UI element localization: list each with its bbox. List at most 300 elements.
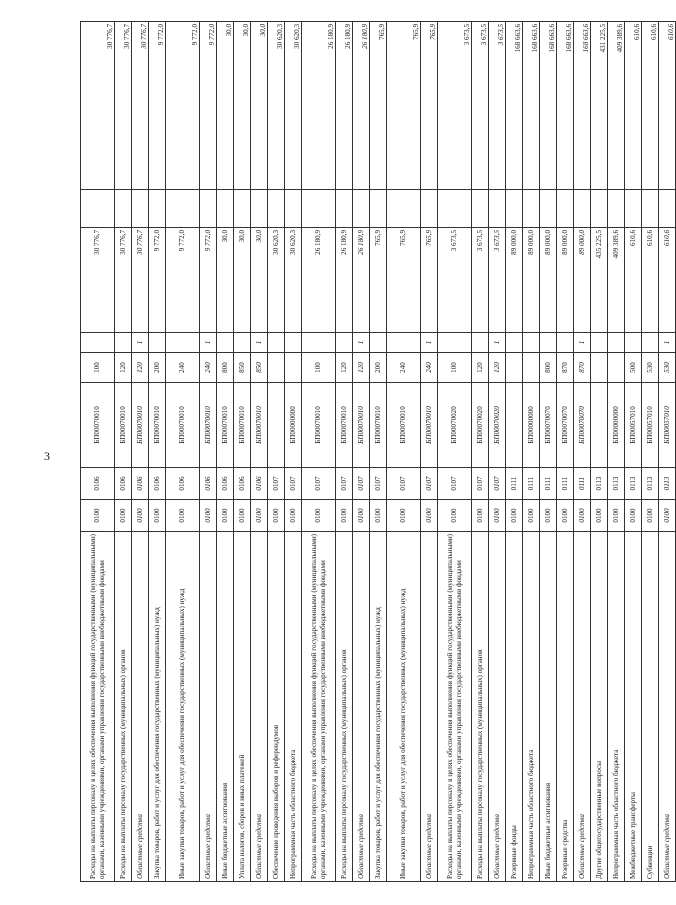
row-section-code: 0100 [353,500,370,532]
row-expense-type: 100 [438,353,472,383]
row-amount-1: 30 620,3 [268,228,285,333]
row-amount-2 [251,190,268,228]
row-expense-type: 530 [642,353,659,383]
row-target-article: БП00070070 [540,383,557,468]
row-amount-2 [81,190,115,228]
row-amount-3: 3 673,5 [472,22,489,190]
row-amount-2 [166,190,200,228]
table-row [659,22,676,882]
table-row [166,22,200,882]
row-amount-2 [659,190,676,228]
row-subsection-code: 0111 [523,468,540,500]
row-expense-type: 850 [234,353,251,383]
row-source-mark [523,333,540,353]
table-row [506,22,523,882]
row-name: Расходы на выплаты персоналу государственных (муниципальных) органов [115,532,132,882]
table-row [217,22,234,882]
row-amount-1: 30,0 [251,228,268,333]
row-amount-2 [370,190,387,228]
row-expense-type [523,353,540,383]
row-source-mark: 1 [251,333,268,353]
row-section-code: 0100 [523,500,540,532]
row-amount-3: 30 620,3 [268,22,285,190]
row-name: Резервные средства [557,532,574,882]
row-section-code: 0100 [166,500,200,532]
row-section-code: 0100 [574,500,591,532]
row-amount-2 [217,190,234,228]
row-amount-1: 9 772,0 [200,228,217,333]
row-amount-1: 3 673,5 [489,228,506,333]
row-subsection-code: 0106 [217,468,234,500]
row-amount-1: 3 673,5 [472,228,489,333]
row-expense-type [506,353,523,383]
table-row [489,22,506,882]
row-section-code: 0100 [421,500,438,532]
row-subsection-code: 0111 [506,468,523,500]
row-amount-3: 30,0 [217,22,234,190]
row-subsection-code: 0107 [268,468,285,500]
row-subsection-code: 0107 [472,468,489,500]
row-target-article: БП00057010 [642,383,659,468]
table-row [268,22,285,882]
row-target-article: БП00070010 [132,383,149,468]
row-source-mark: 1 [353,333,370,353]
row-expense-type: 530 [659,353,676,383]
row-source-mark [557,333,574,353]
rotated-page-content [80,22,675,882]
row-amount-2 [540,190,557,228]
row-section-code: 0100 [489,500,506,532]
row-expense-type: 870 [574,353,591,383]
row-expense-type: 240 [200,353,217,383]
row-amount-3: 3 673,5 [489,22,506,190]
row-target-article: БП00070010 [166,383,200,468]
budget-table-body [81,22,676,882]
row-amount-1: 30 776,7 [81,228,115,333]
row-target-article: БП00070010 [149,383,166,468]
row-source-mark: 1 [489,333,506,353]
table-row [285,22,302,882]
row-section-code: 0100 [268,500,285,532]
row-section-code: 0100 [217,500,234,532]
row-subsection-code: 0106 [251,468,268,500]
table-row [353,22,370,882]
table-row [370,22,387,882]
row-amount-2 [387,190,421,228]
row-amount-3: 30 776,7 [115,22,132,190]
row-section-code: 0100 [251,500,268,532]
row-subsection-code: 0113 [642,468,659,500]
table-row [336,22,353,882]
row-target-article: БП00070020 [472,383,489,468]
row-name: Областные средства [421,532,438,882]
table-row [472,22,489,882]
row-target-article: БП00070010 [336,383,353,468]
table-row [251,22,268,882]
row-amount-1: 765,9 [421,228,438,333]
row-amount-1: 89 000,0 [557,228,574,333]
row-name: Непрограммная часть областного бюджета [608,532,625,882]
row-amount-1: 89 000,0 [540,228,557,333]
row-subsection-code: 0107 [489,468,506,500]
row-name: Закупка товаров, работ и услуг для обеспечения государственных (муниципальных) нужд [370,532,387,882]
row-target-article: БП00070010 [251,383,268,468]
row-amount-3: 9 772,0 [200,22,217,190]
row-source-mark [234,333,251,353]
row-source-mark [642,333,659,353]
row-amount-3: 9 772,0 [149,22,166,190]
row-target-article: БП00070010 [217,383,234,468]
row-name: Расходы на выплаты персоналу государственных (муниципальных) органов [472,532,489,882]
row-amount-1: 26 180,9 [336,228,353,333]
table-row [81,22,115,882]
row-amount-2 [285,190,302,228]
table-row [523,22,540,882]
row-name: Расходы на выплаты персоналу в целях обеспечения выполнения функций государственными (муниципальными) органами, казенными учреждениями, органами управления государственными внебюджетными фондами [81,532,115,882]
row-source-mark [608,333,625,353]
row-source-mark [302,333,336,353]
row-target-article: БП00070020 [438,383,472,468]
row-target-article: БП00000000 [608,383,625,468]
row-amount-2 [489,190,506,228]
row-section-code: 0100 [387,500,421,532]
row-amount-3: 168 663,6 [523,22,540,190]
table-row [540,22,557,882]
row-amount-1: 610,6 [625,228,642,333]
table-row [132,22,149,882]
row-name: Областные средства [132,532,149,882]
row-amount-1: 89 000,0 [574,228,591,333]
row-expense-type: 100 [81,353,115,383]
row-expense-type: 120 [353,353,370,383]
row-section-code: 0100 [591,500,608,532]
row-section-code: 0100 [642,500,659,532]
row-target-article: БП00070010 [353,383,370,468]
row-subsection-code: 0113 [659,468,676,500]
row-amount-3: 168 663,6 [540,22,557,190]
row-amount-2 [574,190,591,228]
budget-table [80,21,676,882]
table-row [574,22,591,882]
row-target-article: БП00000000 [285,383,302,468]
row-amount-2 [421,190,438,228]
row-amount-1: 610,6 [642,228,659,333]
row-source-mark [540,333,557,353]
row-name: Иные закупки товаров, работ и услуг для обеспечения государственных (муниципальных) нужд [387,532,421,882]
row-amount-1: 26 180,9 [302,228,336,333]
row-source-mark [285,333,302,353]
row-expense-type: 870 [557,353,574,383]
row-source-mark [149,333,166,353]
row-amount-1: 89 000,0 [506,228,523,333]
row-expense-type: 120 [472,353,489,383]
row-name: Субвенции [642,532,659,882]
row-amount-1: 26 180,9 [353,228,370,333]
row-name: Областные средства [353,532,370,882]
row-name: Областные средства [659,532,676,882]
table-row [149,22,166,882]
row-target-article: БП00070010 [200,383,217,468]
row-section-code: 0100 [81,500,115,532]
row-name: Непрограммная часть областного бюджета [285,532,302,882]
row-subsection-code: 0111 [557,468,574,500]
row-target-article: БП00057010 [625,383,642,468]
row-section-code: 0100 [149,500,166,532]
table-row [234,22,251,882]
row-amount-3: 765,9 [387,22,421,190]
row-expense-type: 200 [370,353,387,383]
row-amount-3: 30,0 [251,22,268,190]
row-source-mark [115,333,132,353]
row-name: Иные бюджетные ассигнования [217,532,234,882]
row-subsection-code: 0106 [115,468,132,500]
row-section-code: 0100 [302,500,336,532]
row-amount-2 [200,190,217,228]
row-source-mark [591,333,608,353]
row-amount-2 [132,190,149,228]
row-target-article [268,383,285,468]
row-amount-2 [523,190,540,228]
row-amount-2 [472,190,489,228]
row-section-code: 0100 [506,500,523,532]
row-subsection-code: 0107 [421,468,438,500]
row-subsection-code: 0107 [370,468,387,500]
row-subsection-code: 0107 [336,468,353,500]
row-target-article: БП00070010 [387,383,421,468]
row-amount-3: 26 180,9 [336,22,353,190]
row-amount-2 [336,190,353,228]
row-amount-3: 168 663,6 [557,22,574,190]
row-amount-1: 89 000,0 [523,228,540,333]
row-expense-type [591,353,608,383]
row-expense-type: 500 [625,353,642,383]
row-amount-3: 610,6 [659,22,676,190]
row-target-article [591,383,608,468]
row-section-code: 0100 [659,500,676,532]
row-subsection-code: 0107 [353,468,370,500]
row-name: Расходы на выплаты персоналу в целях обеспечения выполнения функций государственными (муниципальными) органами, казенными учреждениями, органами управления государственными внебюджетными фондами [302,532,336,882]
row-subsection-code: 0111 [574,468,591,500]
row-expense-type: 240 [387,353,421,383]
table-row [421,22,438,882]
row-subsection-code: 0113 [625,468,642,500]
row-name: Областные средства [489,532,506,882]
row-amount-2 [302,190,336,228]
row-subsection-code: 0107 [285,468,302,500]
row-target-article: БП00070020 [489,383,506,468]
row-amount-1: 3 673,5 [438,228,472,333]
row-section-code: 0100 [625,500,642,532]
table-row [625,22,642,882]
row-source-mark [336,333,353,353]
row-subsection-code: 0106 [132,468,149,500]
row-source-mark [506,333,523,353]
row-expense-type [285,353,302,383]
row-name: Расходы на выплаты персоналу в целях обеспечения выполнения функций государственными (муниципальными) органами, казенными учреждениями, органами управления государственными внебюджетными фондами [438,532,472,882]
row-amount-3: 610,6 [625,22,642,190]
row-expense-type: 120 [132,353,149,383]
row-name: Непрограммная часть областного бюджета [523,532,540,882]
row-subsection-code: 0107 [438,468,472,500]
row-amount-2 [149,190,166,228]
row-name: Другие общегосударственные вопросы [591,532,608,882]
row-amount-1: 30,0 [217,228,234,333]
row-target-article: БП00070010 [81,383,115,468]
row-target-article: БП00070070 [557,383,574,468]
row-section-code: 0100 [336,500,353,532]
row-expense-type: 850 [251,353,268,383]
row-section-code: 0100 [200,500,217,532]
row-expense-type: 800 [540,353,557,383]
row-source-mark [268,333,285,353]
row-section-code: 0100 [557,500,574,532]
row-expense-type: 120 [115,353,132,383]
row-amount-1: 409 389,6 [608,228,625,333]
row-amount-2 [506,190,523,228]
row-amount-1: 30 776,7 [115,228,132,333]
row-expense-type: 200 [149,353,166,383]
row-amount-3: 3 673,5 [438,22,472,190]
row-target-article: БП00057010 [659,383,676,468]
row-subsection-code: 0106 [81,468,115,500]
row-target-article: БП00070010 [421,383,438,468]
row-name: Областные средства [251,532,268,882]
table-row [115,22,132,882]
table-row [438,22,472,882]
row-target-article [506,383,523,468]
row-target-article: БП00070010 [234,383,251,468]
row-target-article: БП00000000 [523,383,540,468]
table-row [591,22,608,882]
row-section-code: 0100 [540,500,557,532]
row-expense-type: 800 [217,353,234,383]
row-source-mark [166,333,200,353]
row-source-mark: 1 [574,333,591,353]
row-source-mark [438,333,472,353]
row-expense-type [268,353,285,383]
row-source-mark [472,333,489,353]
row-section-code: 0100 [132,500,149,532]
row-subsection-code: 0106 [234,468,251,500]
row-source-mark [387,333,421,353]
table-row [557,22,574,882]
row-target-article: БП00070010 [370,383,387,468]
row-target-article: БП00070010 [302,383,336,468]
row-expense-type: 240 [421,353,438,383]
row-expense-type: 120 [336,353,353,383]
row-amount-3: 26 180,9 [353,22,370,190]
row-name: Закупка товаров, работ и услуг для обеспечения государственных (муниципальных) нужд [149,532,166,882]
row-amount-1: 30 620,3 [285,228,302,333]
row-name: Обеспечение проведения выборов и референдумов [268,532,285,882]
row-subsection-code: 0107 [302,468,336,500]
row-amount-2 [353,190,370,228]
row-amount-2 [642,190,659,228]
row-section-code: 0100 [234,500,251,532]
row-amount-3: 30 776,7 [81,22,115,190]
row-amount-3: 168 663,6 [574,22,591,190]
row-amount-2 [234,190,251,228]
row-amount-1: 435 225,5 [591,228,608,333]
row-amount-1: 9 772,0 [166,228,200,333]
row-amount-2 [625,190,642,228]
table-row [302,22,336,882]
row-source-mark: 1 [421,333,438,353]
row-section-code: 0100 [370,500,387,532]
row-subsection-code: 0106 [149,468,166,500]
row-subsection-code: 0106 [166,468,200,500]
row-amount-3: 9 772,0 [166,22,200,190]
row-amount-2 [115,190,132,228]
row-source-mark: 1 [200,333,217,353]
row-amount-1: 765,9 [370,228,387,333]
row-section-code: 0100 [472,500,489,532]
row-amount-1: 9 772,0 [149,228,166,333]
row-name: Межбюджетные трансферты [625,532,642,882]
row-source-mark [217,333,234,353]
row-amount-2 [591,190,608,228]
row-amount-3: 30,0 [234,22,251,190]
row-name: Областные средства [200,532,217,882]
row-subsection-code: 0113 [591,468,608,500]
row-source-mark: 1 [659,333,676,353]
row-amount-1: 610,6 [659,228,676,333]
row-amount-1: 30 776,7 [132,228,149,333]
row-amount-3: 409 389,6 [608,22,625,190]
row-name: Расходы на выплаты персоналу государственных (муниципальных) органов [336,532,353,882]
row-section-code: 0100 [115,500,132,532]
row-expense-type: 240 [166,353,200,383]
row-amount-2 [608,190,625,228]
row-subsection-code: 0113 [608,468,625,500]
row-target-article: БП00070070 [574,383,591,468]
row-subsection-code: 0106 [200,468,217,500]
table-row [387,22,421,882]
row-source-mark [81,333,115,353]
row-name: Резервные фонды [506,532,523,882]
table-row [608,22,625,882]
row-source-mark [370,333,387,353]
row-target-article: БП00070010 [115,383,132,468]
row-amount-3: 765,9 [370,22,387,190]
row-amount-3: 26 180,9 [302,22,336,190]
row-section-code: 0100 [438,500,472,532]
row-expense-type: 100 [302,353,336,383]
row-amount-2 [438,190,472,228]
row-expense-type [608,353,625,383]
row-amount-3: 765,9 [421,22,438,190]
page-number: 3 [44,449,50,463]
row-amount-2 [557,190,574,228]
row-amount-3: 610,6 [642,22,659,190]
row-amount-1: 30,0 [234,228,251,333]
row-source-mark: 1 [132,333,149,353]
row-amount-3: 168 663,6 [506,22,523,190]
row-section-code: 0100 [608,500,625,532]
table-row [200,22,217,882]
row-section-code: 0100 [285,500,302,532]
row-name: Иные бюджетные ассигнования [540,532,557,882]
row-name: Областные средства [574,532,591,882]
row-name: Иные закупки товаров, работ и услуг для обеспечения государственных (муниципальных) нужд [166,532,200,882]
row-amount-3: 30 776,7 [132,22,149,190]
row-amount-1: 765,9 [387,228,421,333]
row-name: Уплата налогов, сборов и иных платежей [234,532,251,882]
row-amount-2 [268,190,285,228]
table-row [642,22,659,882]
row-amount-3: 30 620,3 [285,22,302,190]
row-subsection-code: 0111 [540,468,557,500]
